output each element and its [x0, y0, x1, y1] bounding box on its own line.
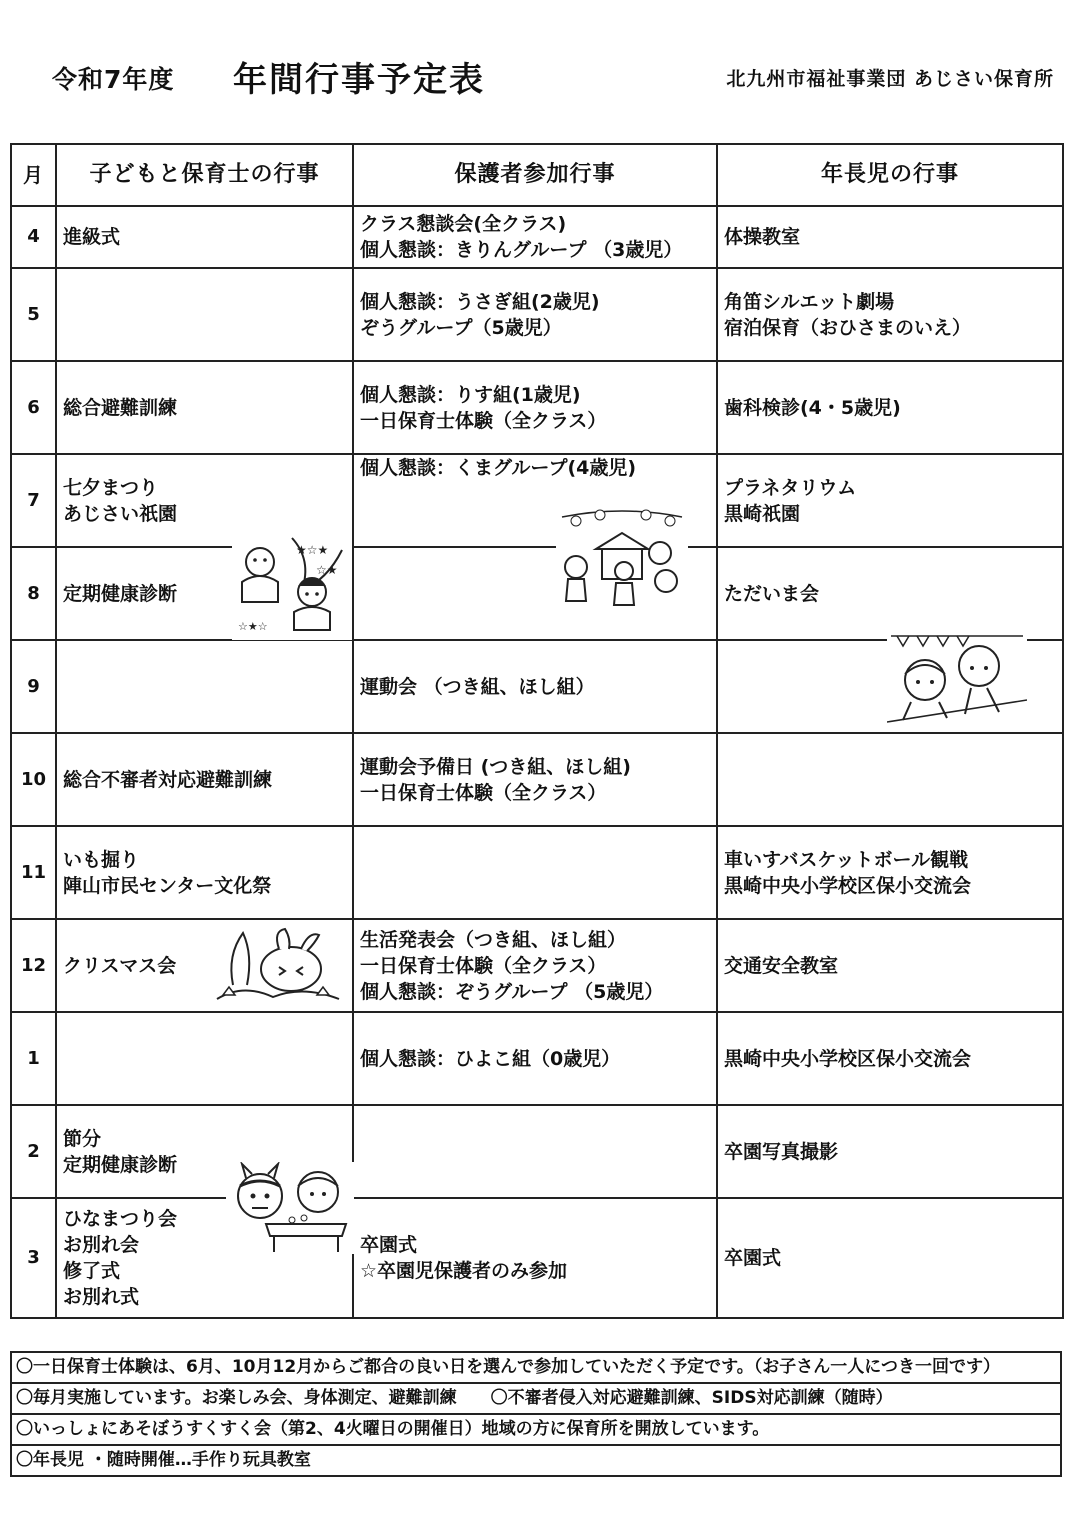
table-row	[11, 454, 1063, 547]
month-cell: 7	[11, 454, 56, 547]
svg-text:★☆★: ★☆★	[296, 543, 329, 557]
event-item: 節分	[63, 1127, 102, 1150]
event-item: プラネタリウム	[724, 476, 857, 499]
event-item: 個人懇談：ひよこ組（0歳児）	[360, 1047, 621, 1070]
table-row	[11, 826, 1063, 919]
notes-section	[10, 1351, 1062, 1477]
event-item: 黒崎中央小学校区保小交流会	[724, 1047, 972, 1070]
event-item: 卒園式	[360, 1234, 418, 1256]
event-item: 交通安全教室	[724, 954, 839, 977]
setsubun-illustration	[226, 1162, 354, 1254]
month-cell: 11	[11, 826, 56, 919]
note-text: 〇毎月実施しています。お楽しみ会、身体測定、避難訓練	[16, 1388, 457, 1408]
senior-events-cell	[717, 826, 1063, 919]
event-item: ひなまつり会	[63, 1208, 178, 1230]
event-item: 陣山市民センター文化祭	[63, 874, 272, 897]
event-item: お別れ会	[63, 1234, 140, 1256]
senior-events-cell	[717, 919, 1063, 1012]
senior-events-cell	[717, 547, 1063, 640]
table-row	[11, 1198, 1063, 1318]
senior-events-cell	[717, 361, 1063, 454]
event-item: 一日保育士体験（全クラス）	[360, 781, 607, 804]
event-item: 定期健康診断	[63, 582, 178, 605]
senior-events-cell	[717, 454, 1063, 547]
parent-events-cell	[353, 640, 717, 733]
event-item: クラス懇談会(全クラス)	[360, 213, 567, 235]
parent-events-cell	[353, 733, 717, 826]
children-events-cell	[56, 733, 353, 826]
month-cell: 8	[11, 547, 56, 640]
senior-events-cell	[717, 1012, 1063, 1105]
event-item: 総合不審者対応避難訓練	[63, 768, 273, 791]
event-item: ぞうグループ（5歳児）	[360, 316, 562, 339]
fiscal-year: 令和7年度	[52, 65, 175, 94]
event-item: 個人懇談：くまグループ(4歳児)	[360, 457, 637, 479]
event-item: 個人懇談：うさぎ組(2歳児)	[360, 290, 600, 313]
senior-events-cell	[717, 268, 1063, 361]
event-item: 黒崎祇園	[724, 502, 801, 525]
event-item: クリスマス会	[63, 954, 177, 977]
event-item: 運動会 （つき組、ほし組）	[360, 675, 595, 698]
senior-events-cell	[717, 1105, 1063, 1198]
table-header-row	[11, 144, 1063, 206]
autumn-rabbit-illustration	[213, 925, 343, 1007]
svg-text:☆★: ☆★	[316, 563, 338, 577]
table-row	[11, 1012, 1063, 1105]
event-item: あじさい祇園	[63, 502, 178, 525]
column-header-senior-events: 年長児の行事	[717, 144, 1063, 206]
month-cell: 10	[11, 733, 56, 826]
event-item: 一日保育士体験（全クラス）	[360, 954, 607, 977]
event-item: 進級式	[63, 226, 121, 248]
event-item: 生活発表会（つき組、ほし組）	[360, 928, 627, 951]
event-item: 車いすバスケットボール観戦	[724, 848, 969, 871]
senior-events-cell	[717, 206, 1063, 268]
children-events-cell	[56, 826, 353, 919]
event-item: 角笛シルエット劇場	[724, 290, 895, 313]
table-row	[11, 1105, 1063, 1198]
parent-events-cell	[353, 1012, 717, 1105]
event-item: 個人懇談：りす組(1歳児)	[360, 383, 581, 406]
sports-day-illustration	[887, 630, 1027, 726]
note-line	[10, 1446, 1062, 1477]
children-events-cell	[56, 640, 353, 733]
month-cell: 9	[11, 640, 56, 733]
event-item: 黒崎中央小学校区保小交流会	[724, 874, 972, 897]
month-cell: 3	[11, 1198, 56, 1318]
month-cell: 12	[11, 919, 56, 1012]
table-row	[11, 268, 1063, 361]
event-item: いも掘り	[63, 848, 140, 871]
event-item: 宿泊保育（おひさまのいえ）	[724, 316, 972, 339]
table-row	[11, 547, 1063, 640]
note-line	[10, 1415, 1062, 1446]
page-header	[0, 0, 1080, 130]
parent-events-cell	[353, 826, 717, 919]
month-cell: 6	[11, 361, 56, 454]
note-text: 〇年長児 ・随時開催…手作り玩具教室	[16, 1450, 311, 1470]
event-item: 体操教室	[724, 226, 801, 248]
senior-events-cell	[717, 1198, 1063, 1318]
month-cell: 2	[11, 1105, 56, 1198]
parent-events-cell	[353, 919, 717, 1012]
month-cell: 4	[11, 206, 56, 268]
column-header-parent-events: 保護者参加行事	[353, 144, 717, 206]
senior-events-cell	[717, 733, 1063, 826]
event-item: 七夕まつり	[63, 476, 159, 499]
month-cell: 1	[11, 1012, 56, 1105]
column-header-month: 月	[11, 144, 56, 206]
note-line	[10, 1351, 1062, 1384]
children-events-cell	[56, 1012, 353, 1105]
event-item: お別れ式	[63, 1286, 140, 1308]
column-header-children-events: 子どもと保育士の行事	[56, 144, 353, 206]
event-item: 卒園式	[724, 1247, 782, 1269]
note-text: 〇一日保育士体験は、6月、10月12月からご都合の良い日を選んで参加していただく予定です。（お子さん一人につき一回です）	[16, 1357, 1000, 1377]
event-item: 個人懇談：ぞうグループ （5歳児）	[360, 980, 664, 1003]
organization-name: 北九州市福祉事業団 あじさい保育所	[726, 68, 1054, 90]
page-title: 年間行事予定表	[233, 60, 485, 100]
children-events-cell	[56, 361, 353, 454]
event-item: ただいま会	[724, 582, 820, 605]
event-item: 一日保育士体験（全クラス）	[360, 409, 607, 432]
svg-text:☆★☆: ☆★☆	[238, 620, 268, 633]
parent-events-cell	[353, 1198, 717, 1318]
parent-events-cell	[353, 1105, 717, 1198]
event-item: 定期健康診断	[63, 1153, 178, 1176]
table-row	[11, 361, 1063, 454]
event-item: 歯科検診(4・5歳児)	[724, 396, 901, 419]
event-schedule-table	[10, 143, 1064, 1319]
note-text: 〇不審者侵入対応避難訓練、SIDS対応訓練（随時）	[490, 1388, 893, 1408]
event-item: 修了式	[63, 1260, 121, 1282]
note-text: 〇いっしょにあそぼうすくすく会（第2、4火曜日の開催日）地域の方に保育所を開放しています。	[16, 1419, 770, 1439]
parent-events-cell	[353, 206, 717, 268]
month-cell: 5	[11, 268, 56, 361]
table-row	[11, 919, 1063, 1012]
event-item: 卒園写真撮影	[724, 1140, 839, 1163]
table-row	[11, 733, 1063, 826]
event-item: 運動会予備日 (つき組、ほし組)	[360, 755, 631, 778]
parent-events-cell	[353, 268, 717, 361]
schedule-body	[11, 206, 1063, 1318]
children-events-cell	[56, 206, 353, 268]
table-row	[11, 206, 1063, 268]
parent-events-cell	[353, 361, 717, 454]
tanabata-illustration	[232, 530, 352, 640]
note-line	[10, 1384, 1062, 1415]
event-item: 総合避難訓練	[63, 396, 178, 419]
festival-illustration	[556, 505, 688, 617]
event-item: ☆卒園児保護者のみ参加	[360, 1260, 568, 1282]
children-events-cell	[56, 268, 353, 361]
event-item: 個人懇談：きりんグループ （3歳児）	[360, 239, 683, 261]
